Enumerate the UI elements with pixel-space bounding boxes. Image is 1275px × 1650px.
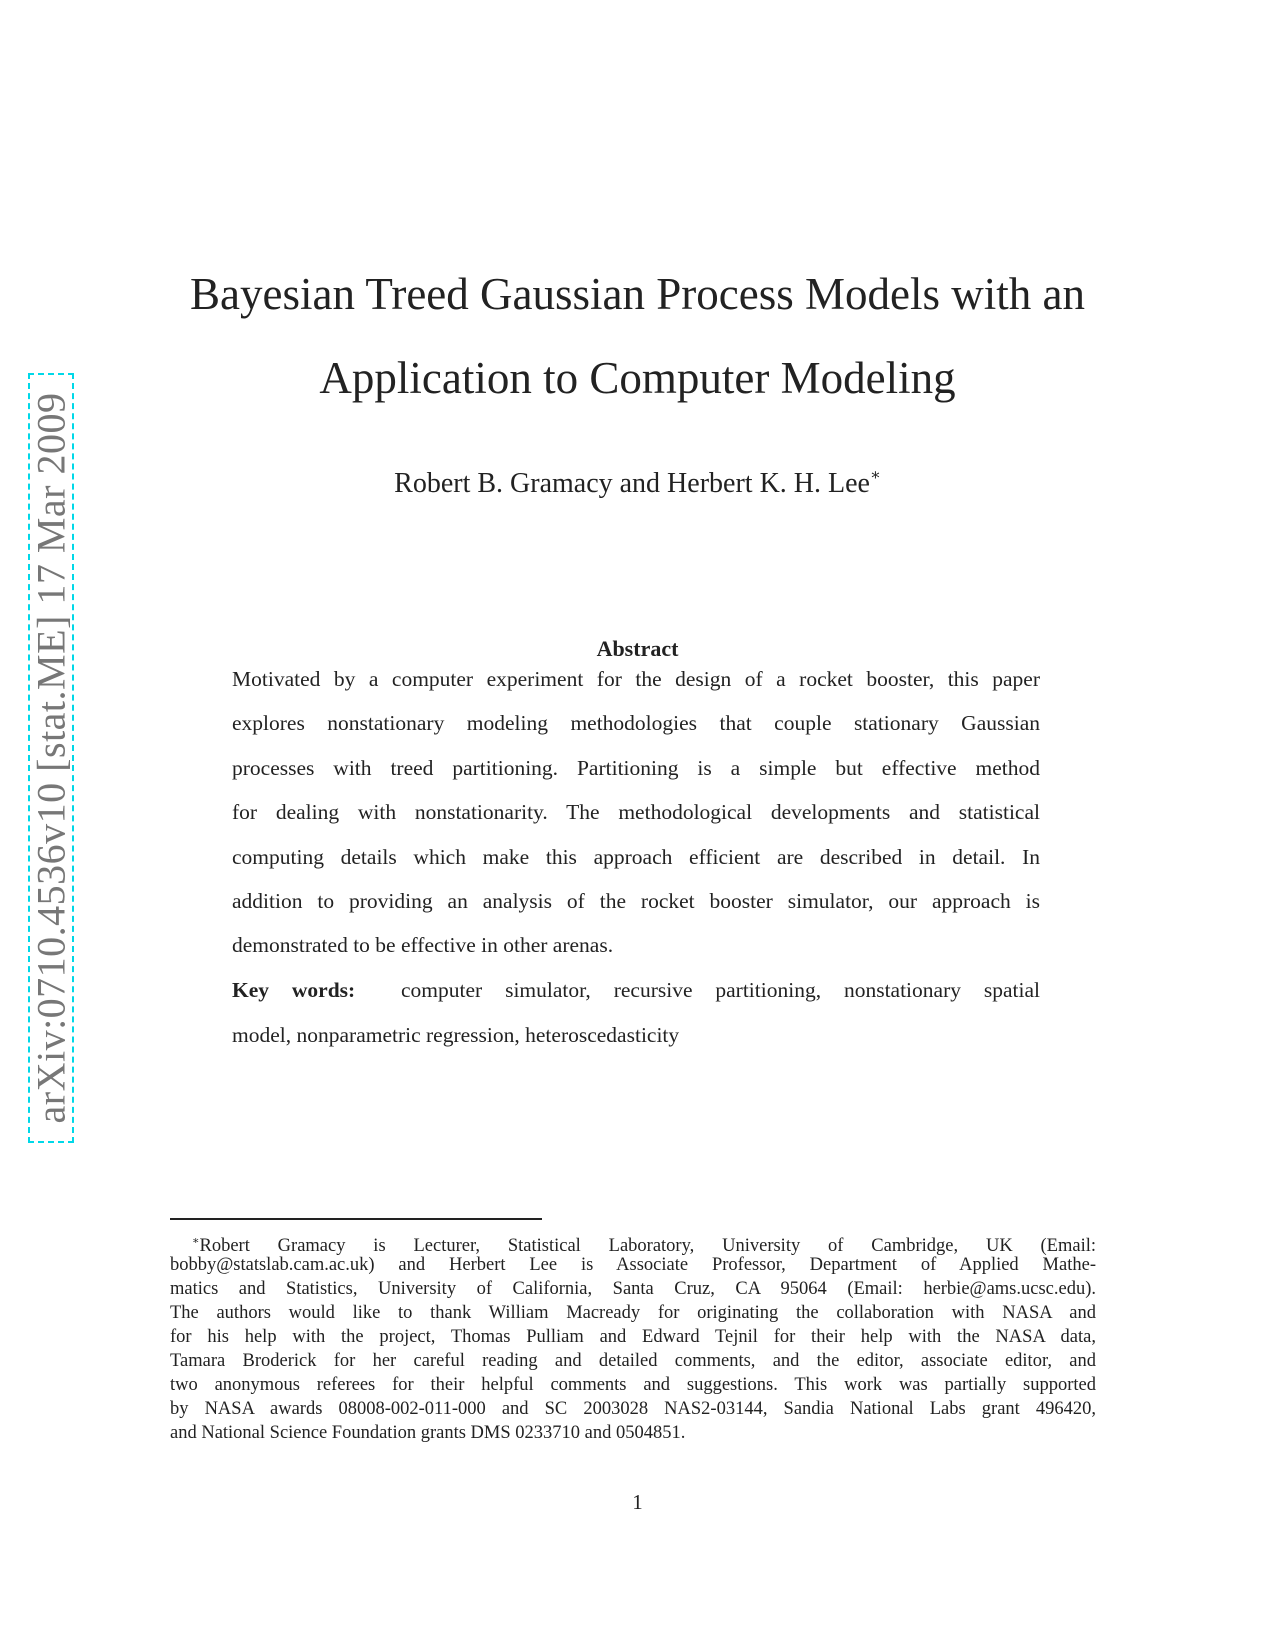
abstract-line: demonstrated to be effective in other arenas.: [232, 933, 614, 957]
authors: [160, 465, 1115, 500]
footnote-line: and National Science Foundation grants DMS 0233710 and 0504851.: [170, 1423, 686, 1443]
footnote-line: bobby@statslab.cam.ac.uk) and Herbert Lee is Associate Professor, Department of Applied Mathe-: [170, 1255, 1096, 1275]
abstract-line: Motivated by a computer experiment for the design of a rocket booster, this paper: [232, 667, 1040, 691]
footnote-line: The authors would like to thank William Macready for originating the collaboration with NASA and: [170, 1303, 1096, 1323]
footnote-text: Robert Gramacy is Lecturer, Statistical Laboratory, University of Cambridge, UK (Email:: [199, 1236, 1096, 1256]
footnote-line: two anonymous referees for their helpful comments and suggestions. This work was partially supported: [170, 1375, 1096, 1395]
footnote-marker: ∗: [192, 1235, 200, 1247]
author-footnote-marker[interactable]: ∗: [869, 467, 881, 484]
footnote-line: by NASA awards 08008-002-011-000 and SC 2003028 NAS2-03144, Sandia National Labs grant 496420,: [170, 1399, 1096, 1419]
abstract-line: explores nonstationary modeling methodologies that couple stationary Gaussian: [232, 711, 1040, 735]
abstract-line: for dealing with nonstationarity. The methodological developments and statistical: [232, 800, 1040, 824]
arxiv-stamp[interactable]: [28, 373, 74, 1143]
keywords-line-2: model, nonparametric regression, heteroscedasticity: [232, 1023, 680, 1047]
paper-title-line-1: Bayesian Treed Gaussian Process Models with an: [190, 269, 1085, 319]
footnote-line: for his help with the project, Thomas Pulliam and Edward Tejnil for their help with the NASA data,: [170, 1327, 1096, 1347]
keywords-line-1: [232, 976, 1040, 1004]
abstract-line: addition to providing an analysis of the rocket booster simulator, our approach is: [232, 889, 1040, 913]
footnote-rule: [170, 1218, 542, 1220]
footnote-line: matics and Statistics, University of California, Santa Cruz, CA 95064 (Email: herbie@ams.ucsc.edu).: [170, 1279, 1096, 1299]
author-names: Robert B. Gramacy and Herbert K. H. Lee: [394, 468, 870, 499]
footnote-line: Tamara Broderick for her careful reading and detailed comments, and the editor, associate editor, and: [170, 1351, 1096, 1371]
abstract-heading: Abstract: [596, 636, 679, 661]
abstract-line: processes with treed partitioning. Partitioning is a simple but effective method: [232, 756, 1040, 780]
abstract-line: computing details which make this approach efficient are described in detail. In: [232, 845, 1040, 869]
keywords-text: computer simulator, recursive partitioning, nonstationary spatial: [401, 978, 1040, 1002]
keywords-label: Key words:: [232, 978, 356, 1002]
page-number: 1: [632, 1490, 643, 1514]
paper-title-line-2: Application to Computer Modeling: [319, 353, 956, 403]
arxiv-id[interactable]: arXiv:0710.4536v10 [stat.ME] 17 Mar 2009: [28, 392, 74, 1124]
